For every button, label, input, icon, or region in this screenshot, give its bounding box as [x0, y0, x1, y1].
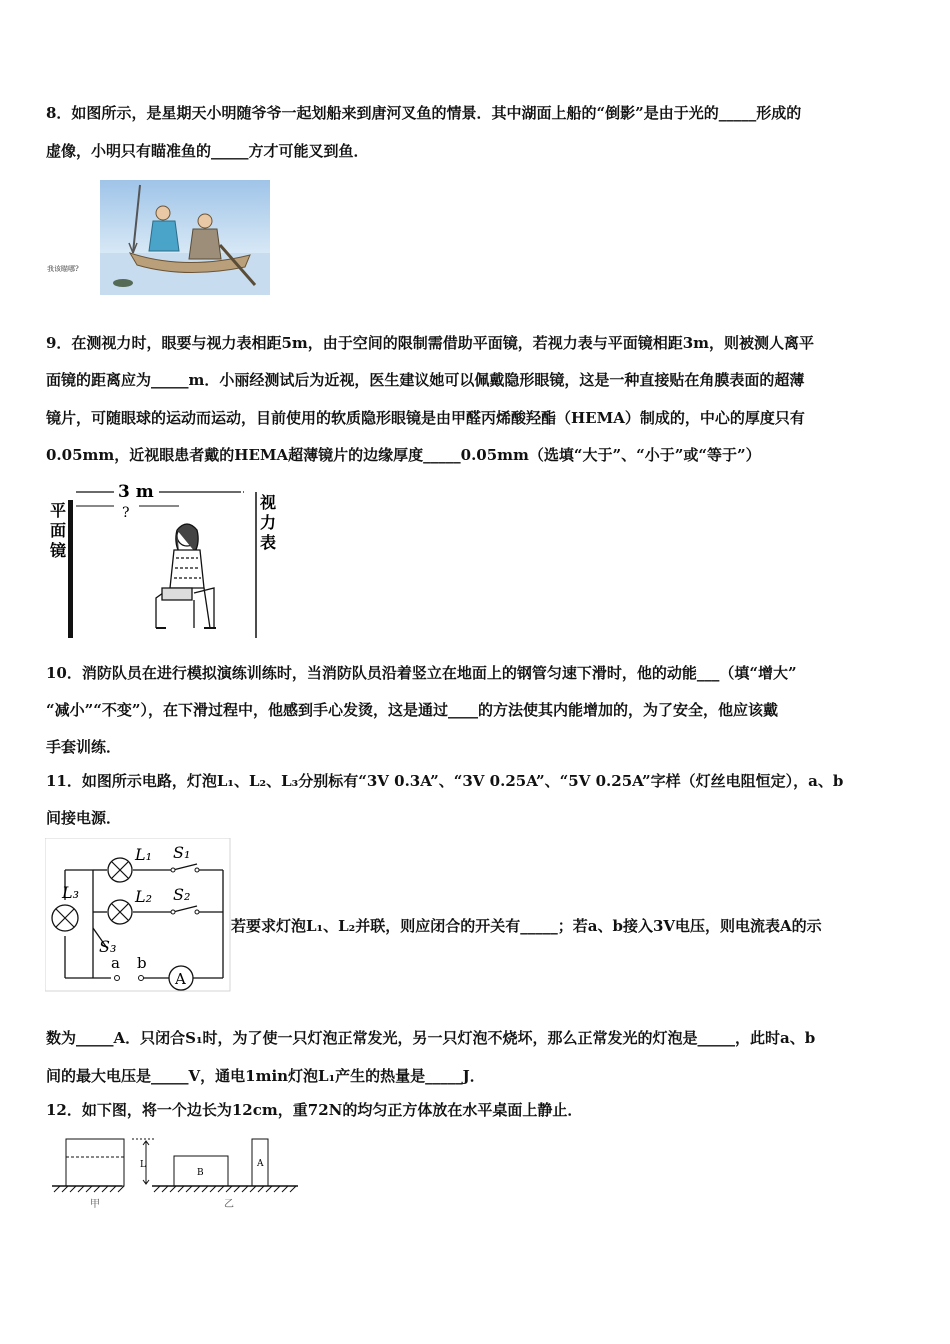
- q12-line-1: 12．如下图，将一个边长为12cm，重72N的均匀正方体放在水平桌面上静止．: [46, 1101, 583, 1119]
- unknown-distance-label: ?: [122, 505, 130, 521]
- label-L2: L₂: [135, 887, 153, 906]
- label-L: L: [140, 1160, 146, 1170]
- cube-figure: [52, 1133, 302, 1213]
- label-S2: S₂: [173, 885, 191, 904]
- q11-beside-figure-text: 若要求灯泡L₁、L₂并联，则应闭合的开关有_____；若a、b接入3V电压，则电流表A的示: [231, 917, 822, 935]
- label-B: B: [197, 1168, 204, 1178]
- q9-line-3: 镜片，可随眼球的运动而运动，目前使用的软质隐形眼镜是由甲醛丙烯酸羟酯（HEMA）制成的，中心的厚度只有: [46, 409, 805, 427]
- q10-line-2: “减小”“不变”），在下滑过程中，他感到手心发烫，这是通过____的方法使其内能增加的，为了安全，他应该戴: [46, 701, 779, 719]
- fish: [113, 279, 133, 287]
- eye-test-figure: [44, 478, 284, 640]
- chart-label-1: 视: [260, 493, 277, 512]
- grandpa-body: [189, 229, 221, 259]
- mirror-label-2: 面: [50, 521, 67, 540]
- grandpa-head: [198, 214, 212, 228]
- sky-area: [100, 180, 270, 255]
- q10-line-3: 手套训练．: [46, 738, 122, 756]
- label-L1: L₁: [135, 845, 153, 864]
- distance-3m-label: 3 m: [118, 482, 154, 502]
- boy-body: [149, 221, 179, 251]
- lamp-L2: [108, 900, 132, 924]
- q11-line-2: 间接电源．: [46, 809, 122, 827]
- lamp-L3: [52, 905, 78, 931]
- q8-line-1: 8．如图所示，是星期天小明随爷爷一起划船来到唐河叉鱼的情景．其中湖面上船的“倒影”是由于光的_____形成的: [46, 104, 802, 122]
- seated-girl: [156, 524, 216, 628]
- label-a: a: [111, 954, 120, 972]
- label-S3: S₃: [99, 937, 117, 956]
- plane-mirror: [68, 500, 73, 638]
- q9-line-4: 0.05mm，近视眼患者戴的HEMA超薄镜片的边缘厚度_____0.05mm（选填“大于”、“小于”或“等于”）: [46, 446, 761, 464]
- label-b: b: [137, 954, 147, 972]
- ammeter: [169, 966, 193, 990]
- fishing-boat-figure: [45, 175, 270, 300]
- q9-line-2: 面镜的距离应为_____m．小丽经测试后为近视，医生建议她可以佩戴隐形眼镜，这是一种直接贴在角膜表面的超薄: [46, 371, 805, 389]
- mirror-label-3: 镜: [50, 541, 67, 560]
- terminal-b: [139, 976, 144, 981]
- terminal-a: [115, 976, 120, 981]
- caption-yi: 乙: [224, 1199, 234, 1210]
- lamp-L1: [108, 858, 132, 882]
- boy-head: [156, 206, 170, 220]
- q11-line-1: 11．如图所示电路，灯泡L₁、L₂、L₃分别标有“3V 0.3A”、“3V 0.25A”、“5V 0.25A”字样（灯丝电阻恒定），a、b: [46, 772, 844, 790]
- svg-text:A: A: [175, 970, 186, 988]
- label-S1: S₁: [173, 843, 191, 862]
- circuit-figure: [45, 838, 231, 992]
- caption-jia: 甲: [90, 1199, 100, 1210]
- label-A: A: [257, 1159, 264, 1169]
- q11-line-3: 数为_____A．只闭合S₁时，为了使一只灯泡正常发光，另一只灯泡不烧坏，那么正常发光的灯泡是_____，此时a、b: [46, 1029, 816, 1047]
- chart-label-3: 表: [260, 533, 277, 552]
- label-L3: L₃: [62, 883, 80, 902]
- mirror-label-1: 平: [50, 501, 67, 520]
- figure-caption: 我该瞄哪?: [47, 265, 79, 273]
- q11-line-4: 间的最大电压是_____V，通电1min灯泡L₁产生的热量是_____J．: [46, 1067, 485, 1085]
- chart-label-2: 力: [260, 513, 277, 532]
- q9-line-1: 9．在测视力时，眼要与视力表相距5m，由于空间的限制需借助平面镜，若视力表与平面镜相距3m，则被测人离平: [46, 334, 815, 352]
- q8-line-2: 虚像，小明只有瞄准鱼的_____方才可能叉到鱼．: [46, 142, 369, 160]
- q10-line-1: 10．消防队员在进行模拟演练训练时，当消防队员沿着竖立在地面上的钢管匀速下滑时，他的动能___（填“增大”: [46, 664, 797, 682]
